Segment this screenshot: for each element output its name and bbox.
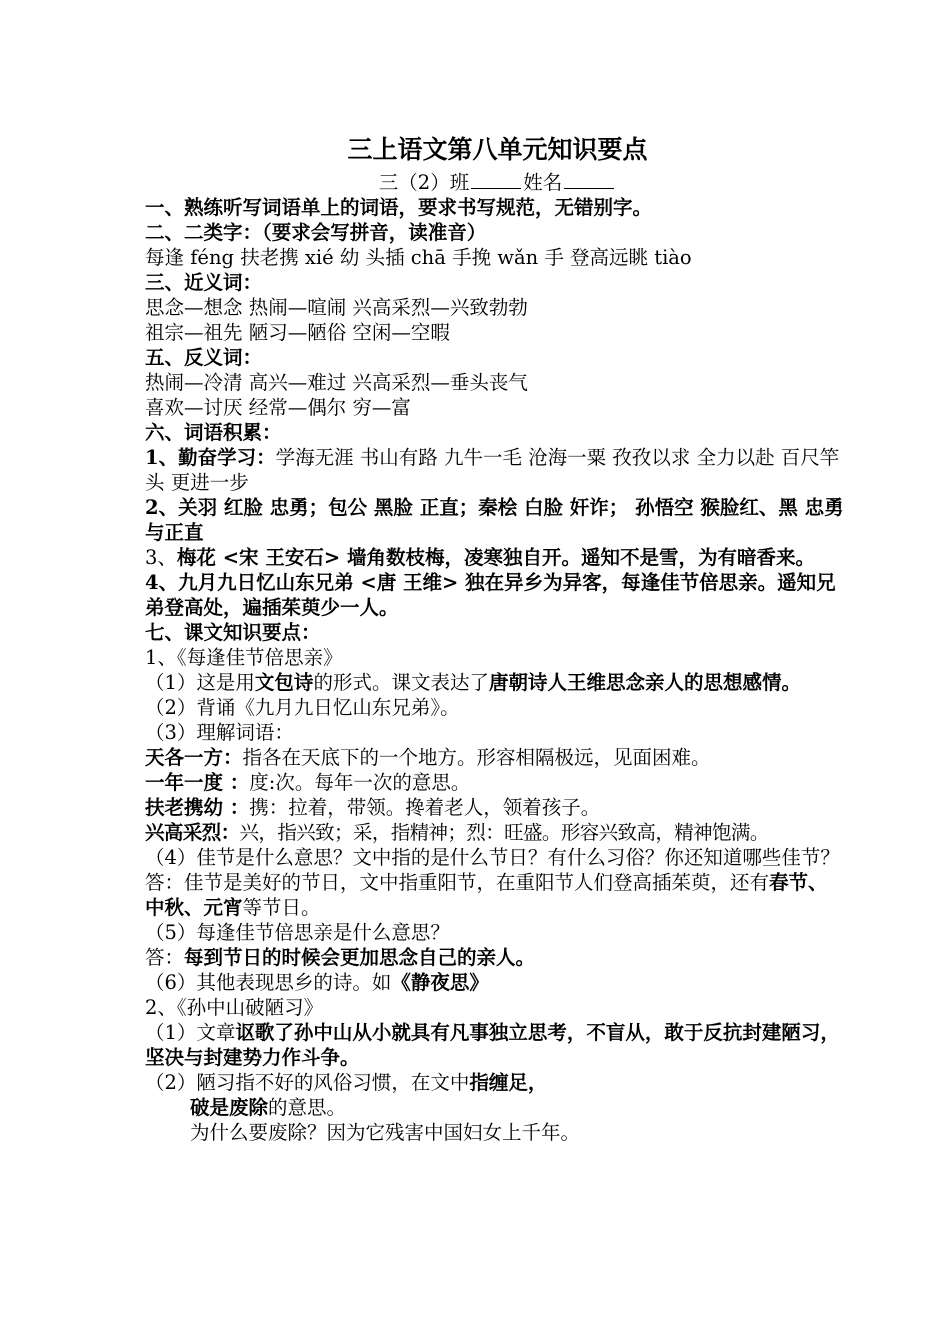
answer-4-c: 等节日。 [242, 896, 321, 919]
lesson-2-point-2-c: 破是废除 [190, 1096, 269, 1119]
section-3-heading: 三、近义词： [145, 271, 263, 294]
lesson-2-point-2 [145, 1070, 850, 1095]
section-2-heading: 二、二类字：（要求会写拼音，读准音） [145, 221, 487, 244]
lesson-1-answer-4 [145, 870, 850, 920]
lesson-1-point-1 [145, 670, 850, 695]
antonym-row-1: 热闹—冷清 高兴—难过 兴高采烈—垂头丧气 [145, 371, 528, 394]
lesson-1-point-3: （3）理解词语： [145, 721, 294, 744]
lesson-2-point-2-a: （2）陋习指不好的风俗习惯，在文中 [145, 1071, 470, 1094]
section-7-heading: 七、课文知识要点： [145, 621, 321, 644]
lesson-1-point-6 [145, 970, 850, 995]
lesson-2-point-1 [145, 1020, 850, 1070]
class-label: 三（2）班 [378, 171, 470, 194]
lesson-2-point-2-cont [145, 1095, 850, 1120]
page-title: 三上语文第八单元知识要点 [347, 135, 648, 164]
vocab-item-1 [145, 745, 850, 770]
lesson-1-point-2: （2）背诵《九月九日忆山东兄弟》。 [145, 696, 460, 719]
lesson-2-point-2-why: 为什么要废除？因为它残害中国妇女上千年。 [190, 1121, 581, 1144]
lesson-1-point-4: （4）佳节是什么意思？文中指的是什么节日？有什么习俗？你还知道哪些佳节？ [145, 846, 840, 869]
lesson-1-point-1-b: 文包诗 [254, 671, 314, 694]
idiom-item-1-text: 学海无涯 书山有路 九牛一毛 沧海一粟 孜孜以求 全力以赴 百尺竿头 更进一步 [145, 446, 840, 494]
idiom-item-1-lead: 1、勤奋学习： [145, 446, 276, 469]
vocab-def-4: 兴，指兴致；采，指精神；烈：旺盛。形容兴致高，精神饱满。 [239, 821, 769, 844]
lesson-1-title: 1、《每逢佳节倍思亲》 [145, 646, 343, 669]
point-6-a: （6）其他表现思乡的诗。如 [145, 971, 392, 994]
class-name-line [145, 170, 850, 195]
vocab-term-2: 一年一度 ： [145, 771, 250, 794]
lesson-2-point-1-a: （1）文章 [145, 1021, 236, 1044]
idiom-item-3 [145, 545, 850, 570]
idiom-item-4: 4、九月九日忆山东兄弟 <唐 王维> 独在异乡为异客，每逢佳节倍思亲。遥知兄弟登高处，遍插茱萸少一人。 [145, 571, 836, 619]
lesson-2-point-1-b: 讴歌了孙中山从小就具有凡事独立思考，不盲从，敢于反抗封建陋习，坚决与封建势力作斗争。 [145, 1021, 840, 1069]
section-6-heading: 六、词语积累： [145, 421, 282, 444]
lesson-1-point-1-c: 的形式。课文表达了 [313, 671, 489, 694]
synonym-row-2: 祖宗—祖先 陋习—陋俗 空闲—空暇 [145, 321, 450, 344]
idiom-item-1 [145, 445, 850, 495]
section-2-chars: 每逢 féng 扶老携 xié 幼 头插 chā 手挽 wǎn 手 登高远眺 tiào [145, 246, 692, 269]
lesson-2-title: 2、《孙中山破陋习》 [145, 996, 324, 1019]
antonym-row-2: 喜欢—讨厌 经常—偶尔 穷—富 [145, 396, 411, 419]
vocab-item-4 [145, 820, 850, 845]
vocab-term-1: 天各一方： [145, 746, 243, 769]
vocab-def-3: 携：拉着，带领。搀着老人，领着孩子。 [249, 796, 601, 819]
lesson-1-point-5: （5）每逢佳节倍思亲是什么意思？ [145, 921, 450, 944]
vocab-term-3: 扶老携幼 ： [145, 796, 250, 819]
vocab-def-1: 指各在天底下的一个地方。形容相隔极远，见面困难。 [242, 746, 711, 769]
name-label: 姓名 [523, 171, 563, 194]
idiom-item-3-text: 梅花 <宋 王安石> 墙角数枝梅，凌寒独自开。遥知不是雪，为有暗香来。 [176, 546, 815, 569]
section-5-heading: 五、反义词： [145, 346, 263, 369]
section-1-heading: 一、熟练听写词语单上的词语，要求书写规范，无错别字。 [145, 196, 653, 219]
vocab-item-2 [145, 770, 850, 795]
synonym-row-1: 思念—想念 热闹—喧闹 兴高采烈—兴致勃勃 [145, 296, 528, 319]
lesson-2-point-2-d: 的意思。 [268, 1096, 347, 1119]
answer-5-a: 答： [145, 946, 185, 969]
lesson-1-point-1-a: （1）这是用 [145, 671, 255, 694]
vocab-item-3 [145, 795, 850, 820]
answer-4-a: 答：佳节是美好的节日，文中指重阳节，在重阳节人们登高插茱萸，还有 [145, 871, 770, 894]
lesson-1-point-1-d: 唐朝诗人王维思念亲人的思想感情。 [488, 671, 801, 694]
point-6-b: 《静夜思》 [391, 971, 489, 994]
idiom-item-3-num: 3、 [145, 546, 177, 569]
vocab-term-4: 兴高采烈： [145, 821, 240, 844]
idiom-item-2: 2、关羽 红脸 忠勇；包公 黑脸 正直；秦桧 白脸 奸诈； 孙悟空 猴脸红、黑 忠勇与正直 [145, 496, 844, 544]
answer-4-b: 春节、 中秋、元宵 [145, 871, 828, 919]
class-blank [471, 170, 521, 189]
name-blank [564, 170, 614, 189]
vocab-def-2: 度:次。每年一次的意思。 [249, 771, 471, 794]
answer-5-b: 每到节日的时候会更加思念自己的亲人。 [184, 946, 536, 969]
lesson-1-answer-5 [145, 945, 850, 970]
lesson-2-point-2-b: 指缠足， [469, 1071, 548, 1094]
